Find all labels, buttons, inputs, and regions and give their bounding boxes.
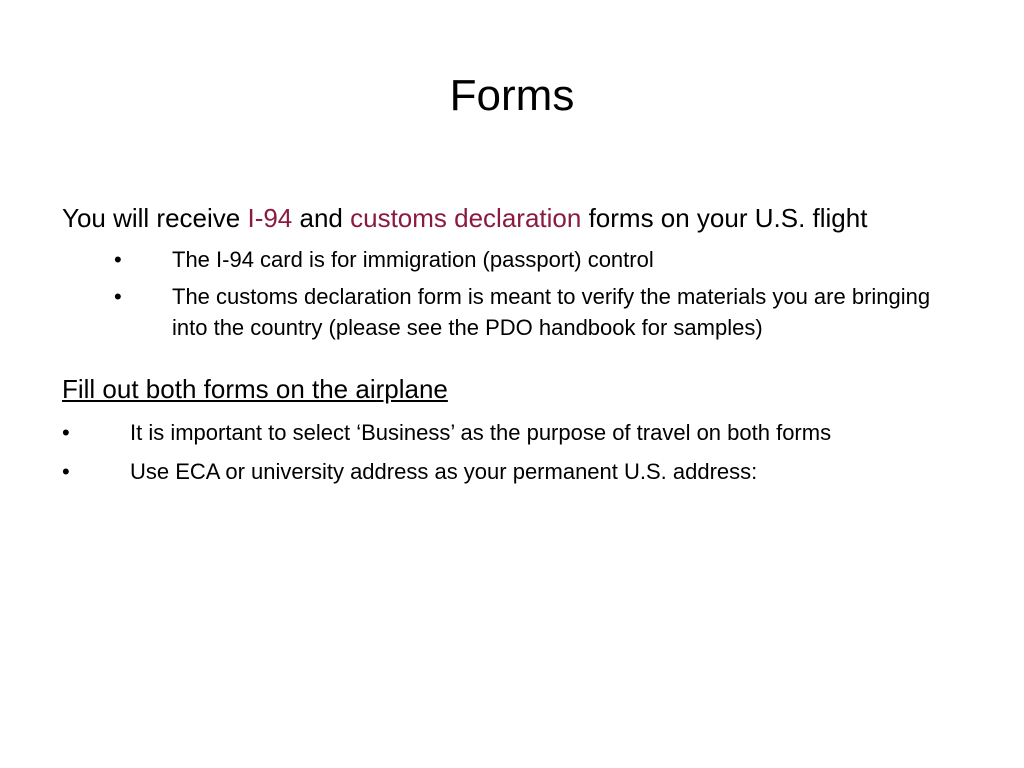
main-bullet-item	[62, 456, 982, 487]
slide-title: Forms	[449, 71, 575, 120]
slide-body	[62, 198, 982, 495]
lead-paragraph	[62, 198, 982, 238]
main-bullet-text: Use ECA or university address as your permanent U.S. address:	[130, 459, 758, 484]
lead-text-1: You will receive	[62, 203, 248, 233]
sub-bullet-item	[62, 281, 942, 343]
lead-text-2: and	[292, 203, 351, 233]
bullet-icon: •	[62, 459, 70, 484]
sub-bullet-item	[62, 244, 942, 275]
bullet-icon: •	[62, 420, 70, 445]
i94-highlight: I-94	[247, 203, 293, 233]
main-bullet-text: It is important to select ‘Business’ as the purpose of travel on both forms	[130, 420, 832, 445]
sub-bullet-text: The I-94 card is for immigration (passport) control	[172, 247, 654, 272]
bullet-icon: •	[114, 247, 122, 272]
sub-bullet-list	[62, 244, 982, 343]
sub-bullet-text: The customs declaration form is meant to verify the materials you are bringing into the country (please see the PDO handbook for samples)	[172, 284, 931, 340]
customs-declaration-highlight: customs declaration	[350, 203, 582, 233]
bullet-icon: •	[114, 284, 122, 309]
section-heading: Fill out both forms on the airplane	[62, 374, 448, 404]
main-bullet-list	[62, 417, 982, 487]
main-bullet-item	[62, 417, 982, 448]
lead-text-3: forms on your U.S. flight	[581, 203, 868, 233]
